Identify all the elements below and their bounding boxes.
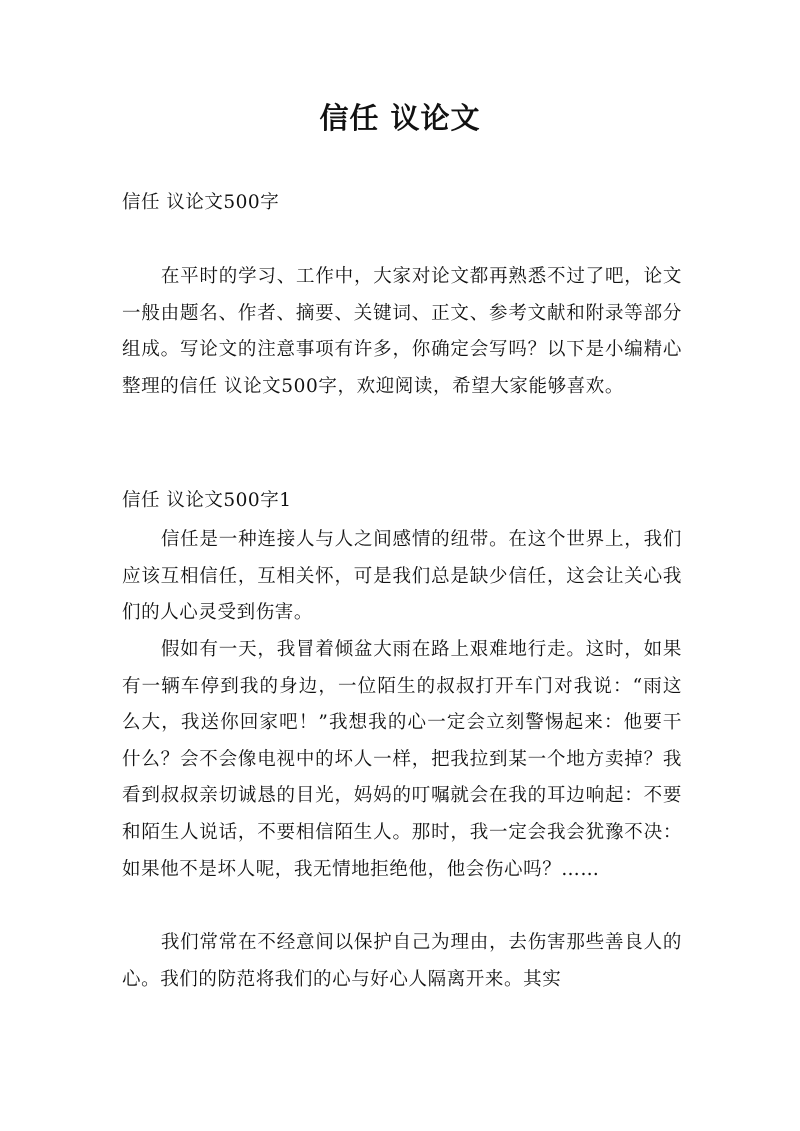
body-paragraph-3: 我们常常在不经意间以保护自己为理由，去伤害那些善良人的心。我们的防范将我们的心与好心人隔离开来。其实 (122, 932, 682, 990)
document-subtitle: 信任 议论文500字 (122, 192, 280, 213)
body-paragraph-1: 信任是一种连接人与人之间感情的纽带。在这个世界上，我们应该互相信任，互相关怀，可是我们总是缺少信任，这会让关心我们的人心灵受到伤害。 (122, 529, 682, 624)
document-title: 信任 议论文 (319, 101, 481, 135)
intro-paragraph: 在平时的学习、工作中，大家对论文都再熟悉不过了吧，论文一般由题名、作者、摘要、关键词、正文、参考文献和附录等部分组成。写论文的注意事项有许多，你确定会写吗？以下是小编精心整理的信任 议论文500字，欢迎阅读，希望大家能够喜欢。 (122, 266, 682, 397)
body-paragraph-2: 假如有一天，我冒着倾盆大雨在路上艰难地行走。这时，如果有一辆车停到我的身边，一位陌生的叔叔打开车门对我说：“雨这么大，我送你回家吧！”我想我的心一定会立刻警惕起来：他要干什么？会不会像电视中的坏人一样，把我拉到某一个地方卖掉？我看到叔叔亲切诚恳的目光，妈妈的叮嘱就会在我的耳边响起：不要和陌生人说话，不要相信陌生人。那时，我一定会我会犹豫不决：如果他不是坏人呢，我无情地拒绝他，他会伤心吗？…… (122, 639, 682, 880)
section-heading: 信任 议论文500字1 (122, 490, 292, 511)
